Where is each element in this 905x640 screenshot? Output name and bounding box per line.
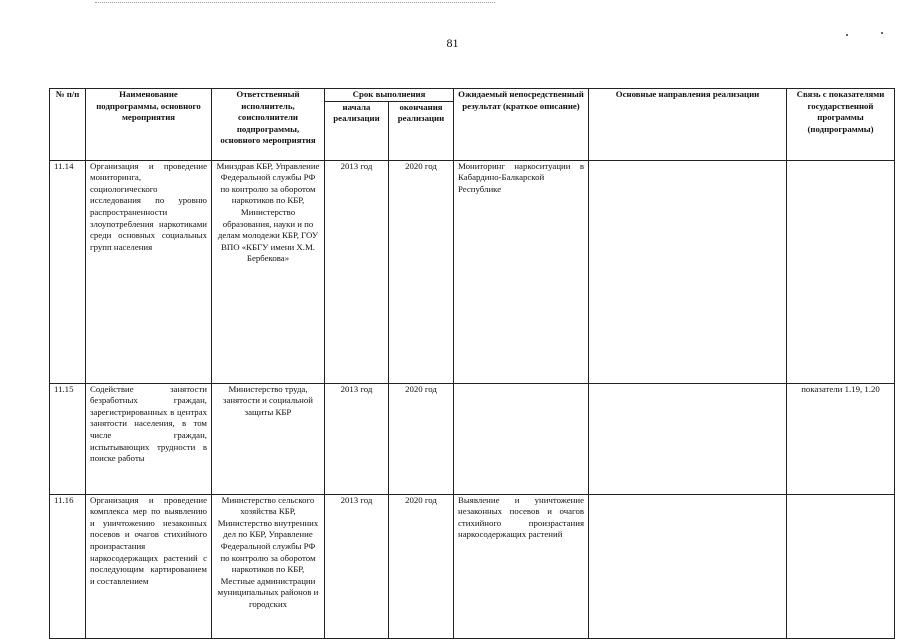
row-number: 11.16 [50, 494, 86, 638]
row-link: показатели 1.19, 1.20 [787, 383, 895, 494]
table-row [50, 494, 895, 638]
row-number: 11.14 [50, 160, 86, 383]
table-header [50, 89, 895, 161]
page-number: 81 [446, 36, 459, 50]
row-result [454, 383, 589, 494]
row-directions [589, 383, 787, 494]
program-table [49, 88, 895, 639]
row-directions [589, 160, 787, 383]
row-link [787, 494, 895, 638]
header-result: Ожидаемый непосредственный результат (краткое описание) [454, 89, 589, 161]
row-name: Организация и проведение мониторинга, социологического исследования по уровню распространенности злоупотребления наркотиками среди основных социальных групп населения [86, 160, 212, 383]
header-row [50, 89, 895, 102]
row-start: 2013 год [325, 383, 389, 494]
row-end: 2020 год [389, 160, 454, 383]
row-start: 2013 год [325, 160, 389, 383]
row-start: 2013 год [325, 494, 389, 638]
row-directions [589, 494, 787, 638]
scan-speck [881, 32, 883, 34]
header-link: Связь с показателями государственной программы (подпрограммы) [787, 89, 895, 161]
header-name: Наименование подпрограммы, основного мероприятия [86, 89, 212, 161]
header-period-start: начала реализации [325, 101, 389, 160]
row-name: Содействие занятости безработных граждан, зарегистрированных в центрах занятости населения, в том числе граждан, испытывающих трудности в поиске работы [86, 383, 212, 494]
row-end: 2020 год [389, 494, 454, 638]
header-responsible: Ответственный исполнитель, соисполнители подпрограммы, основного мероприятия [212, 89, 325, 161]
row-result: Выявление и уничтожение незаконных посевов и очагов стихийного произрастания наркосодержащих растений [454, 494, 589, 638]
header-period: Срок выполнения [325, 89, 454, 102]
row-responsible: Минздрав КБР, Управление Федеральной службы РФ по контролю за оборотом наркотиков по КБР, Министерство образования, науки и по делам молодежи КБР, ГОУ ВПО «КБГУ имени Х.М. Бербекова» [212, 160, 325, 383]
table-row [50, 160, 895, 383]
row-name: Организация и проведение комплекса мер по выявлению и уничтожению незаконных посевов и очагов стихийного произрастания наркосодержащих растений с последующим картированием и составлением [86, 494, 212, 638]
row-end: 2020 год [389, 383, 454, 494]
row-link [787, 160, 895, 383]
row-number: 11.15 [50, 383, 86, 494]
row-responsible: Министерство труда, занятости и социальной защиты КБР [212, 383, 325, 494]
table-row [50, 383, 895, 494]
row-responsible: Министерство сельского хозяйства КБР, Министерство внутренних дел по КБР, Управление Федеральной службы РФ по контролю за оборотом наркотиков по КБР, Местные администрации муниципальных районов и городских [212, 494, 325, 638]
table-body [50, 160, 895, 638]
header-number: № п/п [50, 89, 86, 161]
header-directions: Основные направления реализации [589, 89, 787, 161]
row-result: Мониторинг наркоситуации в Кабардино-Балкарской Республике [454, 160, 589, 383]
header-period-end: окончания реализации [389, 101, 454, 160]
scan-artifact-line [95, 2, 495, 4]
